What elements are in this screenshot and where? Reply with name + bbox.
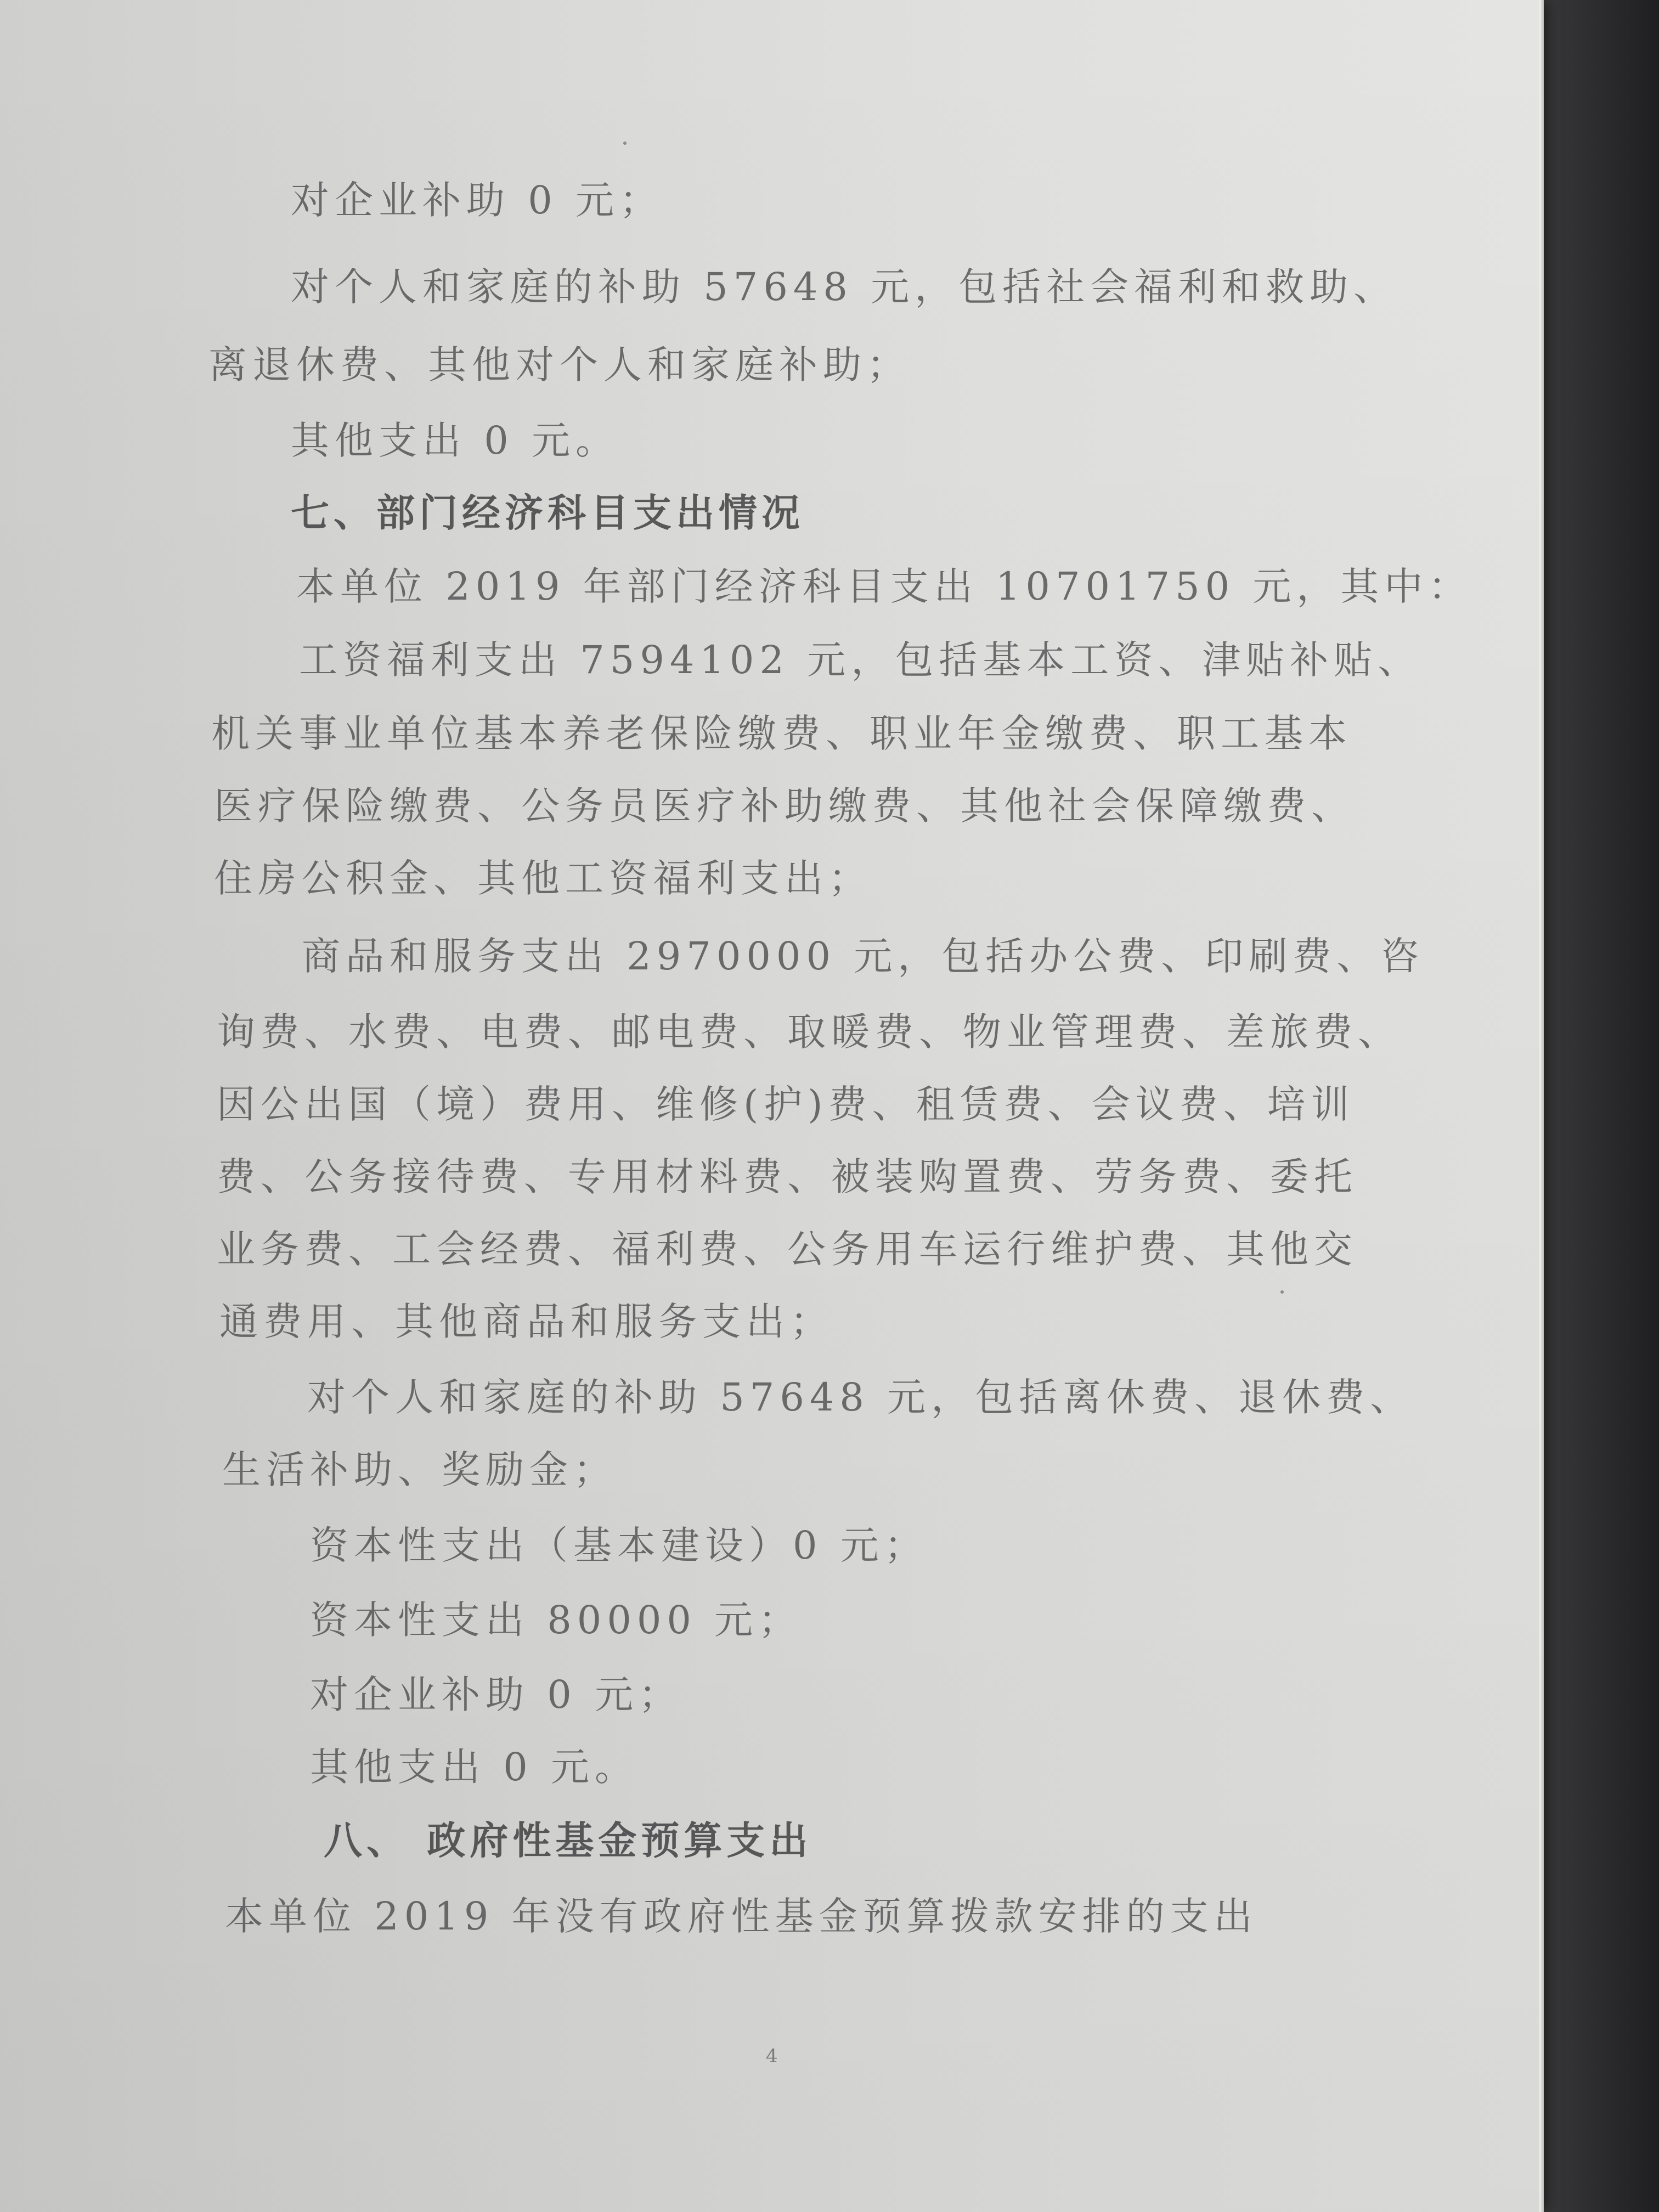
- paper-speck: [1280, 1290, 1284, 1294]
- page-number: 4: [766, 2045, 778, 2067]
- paper-edge: [1539, 0, 1544, 2212]
- text-line: 对个人和家庭的补助 57648 元，包括离休费、退休费、: [307, 1375, 1414, 1420]
- text-line: 因公出国（境）费用、维修(护)费、租赁费、会议费、培训: [217, 1082, 1355, 1127]
- text-line: 对企业补助 0 元；: [291, 178, 664, 223]
- text-line: 其他支出 0 元。: [310, 1745, 639, 1790]
- text-line: 机关事业单位基本养老保险缴费、职业年金缴费、职工基本: [211, 711, 1352, 756]
- text-line: 业务费、工会经费、福利费、公务用车运行维护费、其他交: [217, 1227, 1358, 1272]
- text-line: 费、公务接待费、专用材料费、被装购置费、劳务费、委托: [217, 1154, 1358, 1199]
- text-line: 住房公积金、其他工资福利支出；: [214, 856, 872, 901]
- text-line: 离退休费、其他对个人和家庭补助；: [208, 342, 911, 387]
- text-line: 商品和服务支出 2970000 元，包括办公费、印刷费、咨: [302, 934, 1425, 979]
- text-line: 对企业补助 0 元；: [310, 1672, 683, 1717]
- text-line: 本单位 2019 年部门经济科目支出 10701750 元，其中：: [296, 564, 1472, 609]
- text-line: 对个人和家庭的补助 57648 元，包括社会福利和救助、: [291, 264, 1398, 309]
- text-line: 生活补助、奖励金；: [222, 1447, 617, 1492]
- text-line: 医疗保险缴费、公务员医疗补助缴费、其他社会保障缴费、: [214, 783, 1355, 828]
- text-line: 其他支出 0 元。: [291, 418, 620, 463]
- text-line: 资本性支出（基本建设）0 元；: [310, 1523, 928, 1568]
- text-line: 通费用、其他商品和服务支出；: [219, 1299, 834, 1344]
- text-line: 资本性支出 80000 元；: [310, 1598, 803, 1643]
- text-line: 本单位 2019 年没有政府性基金预算拨款安排的支出: [225, 1894, 1258, 1939]
- section-heading-7: 七、部门经济科目支出情况: [291, 490, 804, 535]
- paper-speck: [623, 142, 627, 145]
- text-line: 工资福利支出 7594102 元，包括基本工资、津贴补贴、: [299, 637, 1422, 682]
- text-line: 询费、水费、电费、邮电费、取暖费、物业管理费、差旅费、: [217, 1009, 1402, 1054]
- section-heading-8: 八、 政府性基金预算支出: [324, 1818, 812, 1863]
